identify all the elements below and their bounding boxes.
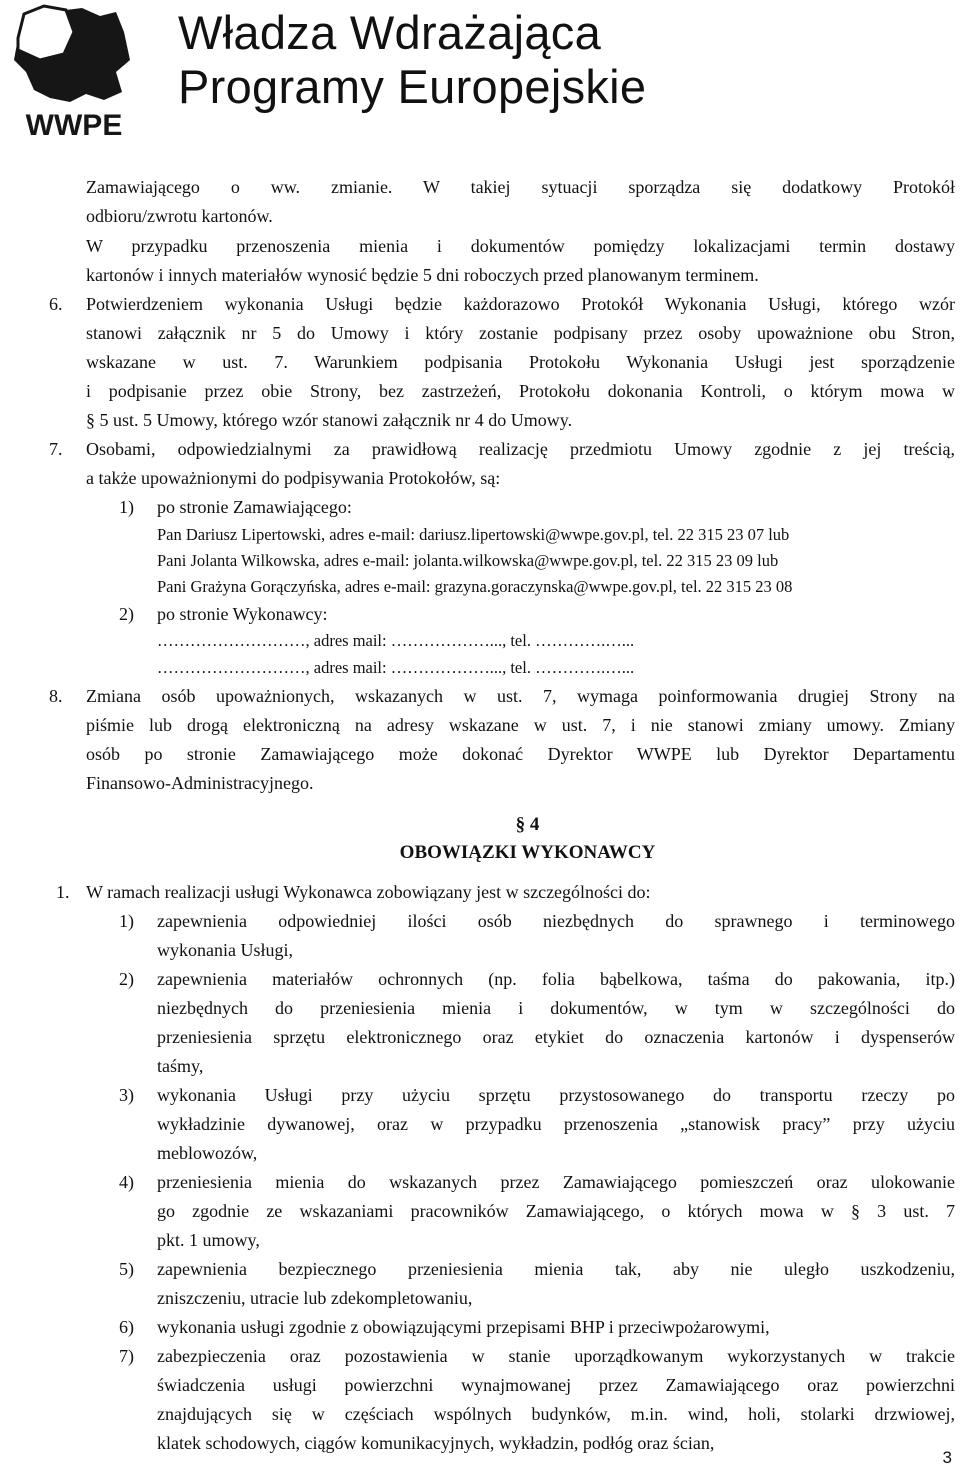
letterhead (0, 0, 960, 145)
logo-wordmark: WWPE (25, 109, 123, 142)
text-line: przeniesienia mienia do wskazanych przez Zamawiającego pomieszczeń oraz ulokowanie (157, 1172, 955, 1192)
text-line: W przypadku przenoszenia mienia i dokumentów pomiędzy lokalizacjami termin dostawy (86, 236, 955, 256)
text-line: Osobami, odpowiedzialnymi za prawidłową realizację przedmiotu Umowy zgodnie z jej treścią, (86, 439, 955, 459)
text-line: wykonania Usługi przy użyciu sprzętu przystosowanego do transportu rzeczy po (157, 1085, 955, 1105)
logo-title-line1: Władza Wdrażająca (178, 6, 602, 59)
text-line: zabezpieczenia oraz pozostawienia w stanie uporządkowanym wykorzystanych w trakcie (157, 1346, 955, 1366)
text-line: zapewnienia odpowiedniej ilości osób niezbędnych do sprawnego i terminowego (157, 911, 955, 931)
contractor-contact-blank: ………………………, adres mail: ………………..., tel. ………….…... (157, 631, 635, 650)
text-line: Potwierdzeniem wykonania Usługi będzie każdorazowo Protokół Wykonania Usługi, którego wzór (86, 294, 955, 314)
text-line: piśmie lub drogą elektroniczną na adresy wskazane w ust. 7, i nie stanowi zmiany umowy. Zmiany (86, 715, 955, 735)
item-number: 1. (56, 882, 70, 902)
text-line: stanowi załącznik nr 5 do Umowy i który zostanie podpisany przez osoby upoważnione obu Stron, (86, 323, 955, 343)
text-line: W ramach realizacji usługi Wykonawca zobowiązany jest w szczególności do: (86, 882, 651, 902)
subitem-number: 3) (119, 1085, 134, 1105)
text-line: osób po stronie Zamawiającego może dokonać Dyrektor WWPE lub Dyrektor Departamentu (86, 744, 955, 764)
text-line: przeniesienia sprzętu elektronicznego oraz etykiet do oznaczenia kartonów i dyspenserów (157, 1027, 955, 1047)
text-line: zapewnienia bezpiecznego przeniesienia mienia tak, aby nie uległo uszkodzeniu, (157, 1259, 955, 1279)
text-line: odbioru/zwrotu kartonów. (86, 206, 273, 226)
text-line: wykonania usługi zgodnie z obowiązującymi przepisami BHP i przeciwpożarowymi, (157, 1317, 770, 1337)
subitem-number: 1) (119, 497, 134, 517)
contact-line: Pan Dariusz Lipertowski, adres e-mail: dariusz.lipertowski@wwpe.gov.pl, tel. 22 315 23 07 lub (157, 525, 790, 544)
text-line: po stronie Zamawiającego: (157, 497, 352, 517)
text-line: go zgodnie ze wskazaniami pracowników Zamawiającego, o których mowa w § 3 ust. 7 (157, 1201, 955, 1221)
text-line: § 5 ust. 5 Umowy, którego wzór stanowi załącznik nr 4 do Umowy. (86, 410, 573, 430)
text-line: niezbędnych do przeniesienia mienia i dokumentów, w tym w szczególności do (157, 998, 955, 1018)
text-line: po stronie Wykonawcy: (157, 604, 328, 624)
subitem-number: 5) (119, 1259, 134, 1279)
subitem-number: 6) (119, 1317, 134, 1337)
item-number: 8. (49, 686, 63, 706)
text-line: klatek schodowych, ciągów komunikacyjnych, wykładzin, podłóg oraz ścian, (157, 1433, 715, 1453)
item-number: 7. (49, 439, 63, 459)
wwpe-logo-icon (4, 2, 144, 142)
subitem-number: 7) (119, 1346, 134, 1366)
text-line: a także upoważnionymi do podpisywania Protokołów, są: (86, 468, 501, 488)
contact-line: Pani Grażyna Gorączyńska, adres e-mail: grazyna.goraczynska@wwpe.gov.pl, tel. 22 315 23 08 (157, 577, 793, 596)
section-title: OBOWIĄZKI WYKONAWCY (399, 842, 656, 863)
text-line: znajdujących się w częściach wspólnych budynków, m.in. wind, holi, stolarki drzwiowej, (157, 1404, 955, 1424)
subitem-number: 4) (119, 1172, 134, 1192)
text-line: Zamawiającego o ww. zmianie. W takiej sytuacji sporządza się dodatkowy Protokół (86, 177, 955, 197)
item-number: 6. (49, 294, 63, 314)
text-line: Finansowo-Administracyjnego. (86, 773, 314, 793)
text-line: świadczenia usługi powierzchni wynajmowanej przez Zamawiającego oraz powierzchni (157, 1375, 955, 1395)
contact-line: Pani Jolanta Wilkowska, adres e-mail: jolanta.wilkowska@wwpe.gov.pl, tel. 22 315 23 09 lub (157, 551, 779, 570)
section-number: § 4 (515, 814, 540, 835)
subitem-number: 1) (119, 911, 134, 931)
subitem-number: 2) (119, 969, 134, 989)
text-line: zniszczeniu, utracie lub zdekompletowaniu, (157, 1288, 473, 1308)
text-line: wskazane w ust. 7. Warunkiem podpisania Protokołu Wykonania Usługi jest sporządzenie (86, 352, 955, 372)
text-line: meblowozów, (157, 1143, 258, 1163)
text-line: wykonania Usługi, (157, 940, 293, 960)
text-line: zapewnienia materiałów ochronnych (np. folia bąbelkowa, taśma do pakowania, itp.) (157, 969, 955, 989)
logo-title-line2: Programy Europejskie (178, 60, 647, 113)
text-line: i podpisanie przez obie Strony, bez zastrzeżeń, Protokołu dokonania Kontroli, o którym mowa w (86, 381, 955, 401)
text-line: kartonów i innych materiałów wynosić będzie 5 dni roboczych przed planowanym terminem. (86, 265, 759, 285)
text-line: Zmiana osób upoważnionych, wskazanych w ust. 7, wymaga poinformowania drugiej Strony na (86, 686, 955, 706)
contractor-contact-blank: ………………………, adres mail: ………………..., tel. ………….…... (157, 658, 635, 677)
subitem-number: 2) (119, 604, 134, 624)
text-line: pkt. 1 umowy, (157, 1230, 260, 1250)
text-line: wykładzinie dywanowej, oraz w przypadku przenoszenia „stanowisk pracy” przy użyciu (157, 1114, 955, 1134)
page-number: 3 (942, 1448, 952, 1467)
text-line: taśmy, (157, 1056, 204, 1076)
